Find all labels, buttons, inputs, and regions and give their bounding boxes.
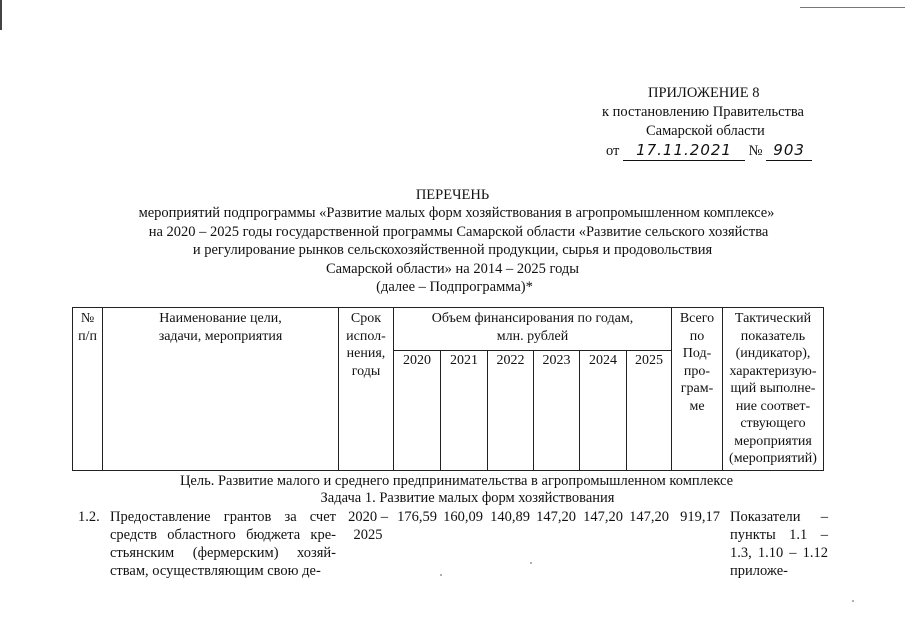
title-line-6: (далее – Подпрограмма)*: [376, 279, 533, 296]
appendix-header: [560, 84, 900, 161]
row-value-2025: 147,20: [629, 509, 669, 525]
scan-speck: [530, 562, 532, 564]
title-line-5: Самарской области» на 2014 – 2025 годы: [325, 260, 580, 277]
row-value-2021: 160,09: [443, 509, 483, 525]
header-funding: Объем финансирования по годам, млн. рублей: [394, 308, 672, 351]
title-line-3: на 2020 – 2025 годы государственной программы Самарской области «Развитие сельского хозяйства: [148, 223, 769, 240]
number-label: №: [748, 143, 763, 159]
task-heading: Задача 1. Развитие малых форм хозяйствования: [320, 490, 615, 506]
header-name: Наименование цели, задачи, мероприятия: [103, 308, 339, 471]
title-heading: ПЕРЕЧЕНЬ: [415, 187, 490, 203]
document-title: [0, 186, 905, 296]
scan-edge-line: [800, 7, 905, 8]
scan-speck: [852, 600, 854, 602]
events-table-header: [72, 307, 824, 471]
row-term: 2020 – 2025: [348, 509, 388, 543]
title-line-4: и регулирование рынков сельскохозяйственной продукции, сырья и продовольствия: [192, 242, 713, 259]
appendix-signature-line: [560, 141, 900, 161]
header-year: 2020: [394, 351, 441, 471]
row-value-2024: 147,20: [583, 509, 623, 525]
decree-number: 903: [766, 141, 812, 161]
row-indicator: Показатели – пункты 1.1 – 1.3, 1.10 – 1.12 приложе-: [730, 509, 828, 579]
decree-date: 17.11.2021: [623, 141, 745, 161]
header-total: Всего по Под- про- грам- ме: [672, 308, 723, 471]
row-value-2023: 147,20: [536, 509, 576, 525]
header-term: Срок испол- нения, годы: [339, 308, 394, 471]
appendix-region-line: Самарской области: [646, 123, 765, 139]
scan-speck: [440, 574, 442, 576]
row-event-name: Предоставление грантов за счет средств областного бюджета кре-стьянским (фермерским) хозяй-ствам, осуществляющим свою де-: [110, 509, 336, 579]
from-label: от: [606, 143, 620, 159]
row-total: 919,17: [680, 509, 720, 525]
header-year: 2021: [441, 351, 488, 471]
header-year: 2023: [534, 351, 580, 471]
scan-edge-mark: [0, 0, 2, 30]
title-line-2: мероприятий подпрограммы «Развитие малых форм хозяйствования в агропромышленном комплексе»: [138, 205, 775, 222]
row-value-2022: 140,89: [490, 509, 530, 525]
goal-heading: Цель. Развитие малого и среднего предпринимательства в агропромышленном комплексе: [179, 473, 734, 489]
header-year: 2024: [580, 351, 627, 471]
header-indicator: Тактический показатель (индикатор), характеризую- щий выполне- ние соответ- ствующего мероприятия (мероприятий): [723, 308, 824, 471]
appendix-number: ПРИЛОЖЕНИЕ 8: [648, 85, 760, 101]
header-year: 2022: [488, 351, 534, 471]
header-year: 2025: [627, 351, 672, 471]
row-value-2020: 176,59: [397, 509, 437, 525]
row-number: 1.2.: [78, 509, 100, 525]
header-num: № п/п: [73, 308, 103, 471]
appendix-decree-line: к постановлению Правительства: [602, 104, 804, 120]
